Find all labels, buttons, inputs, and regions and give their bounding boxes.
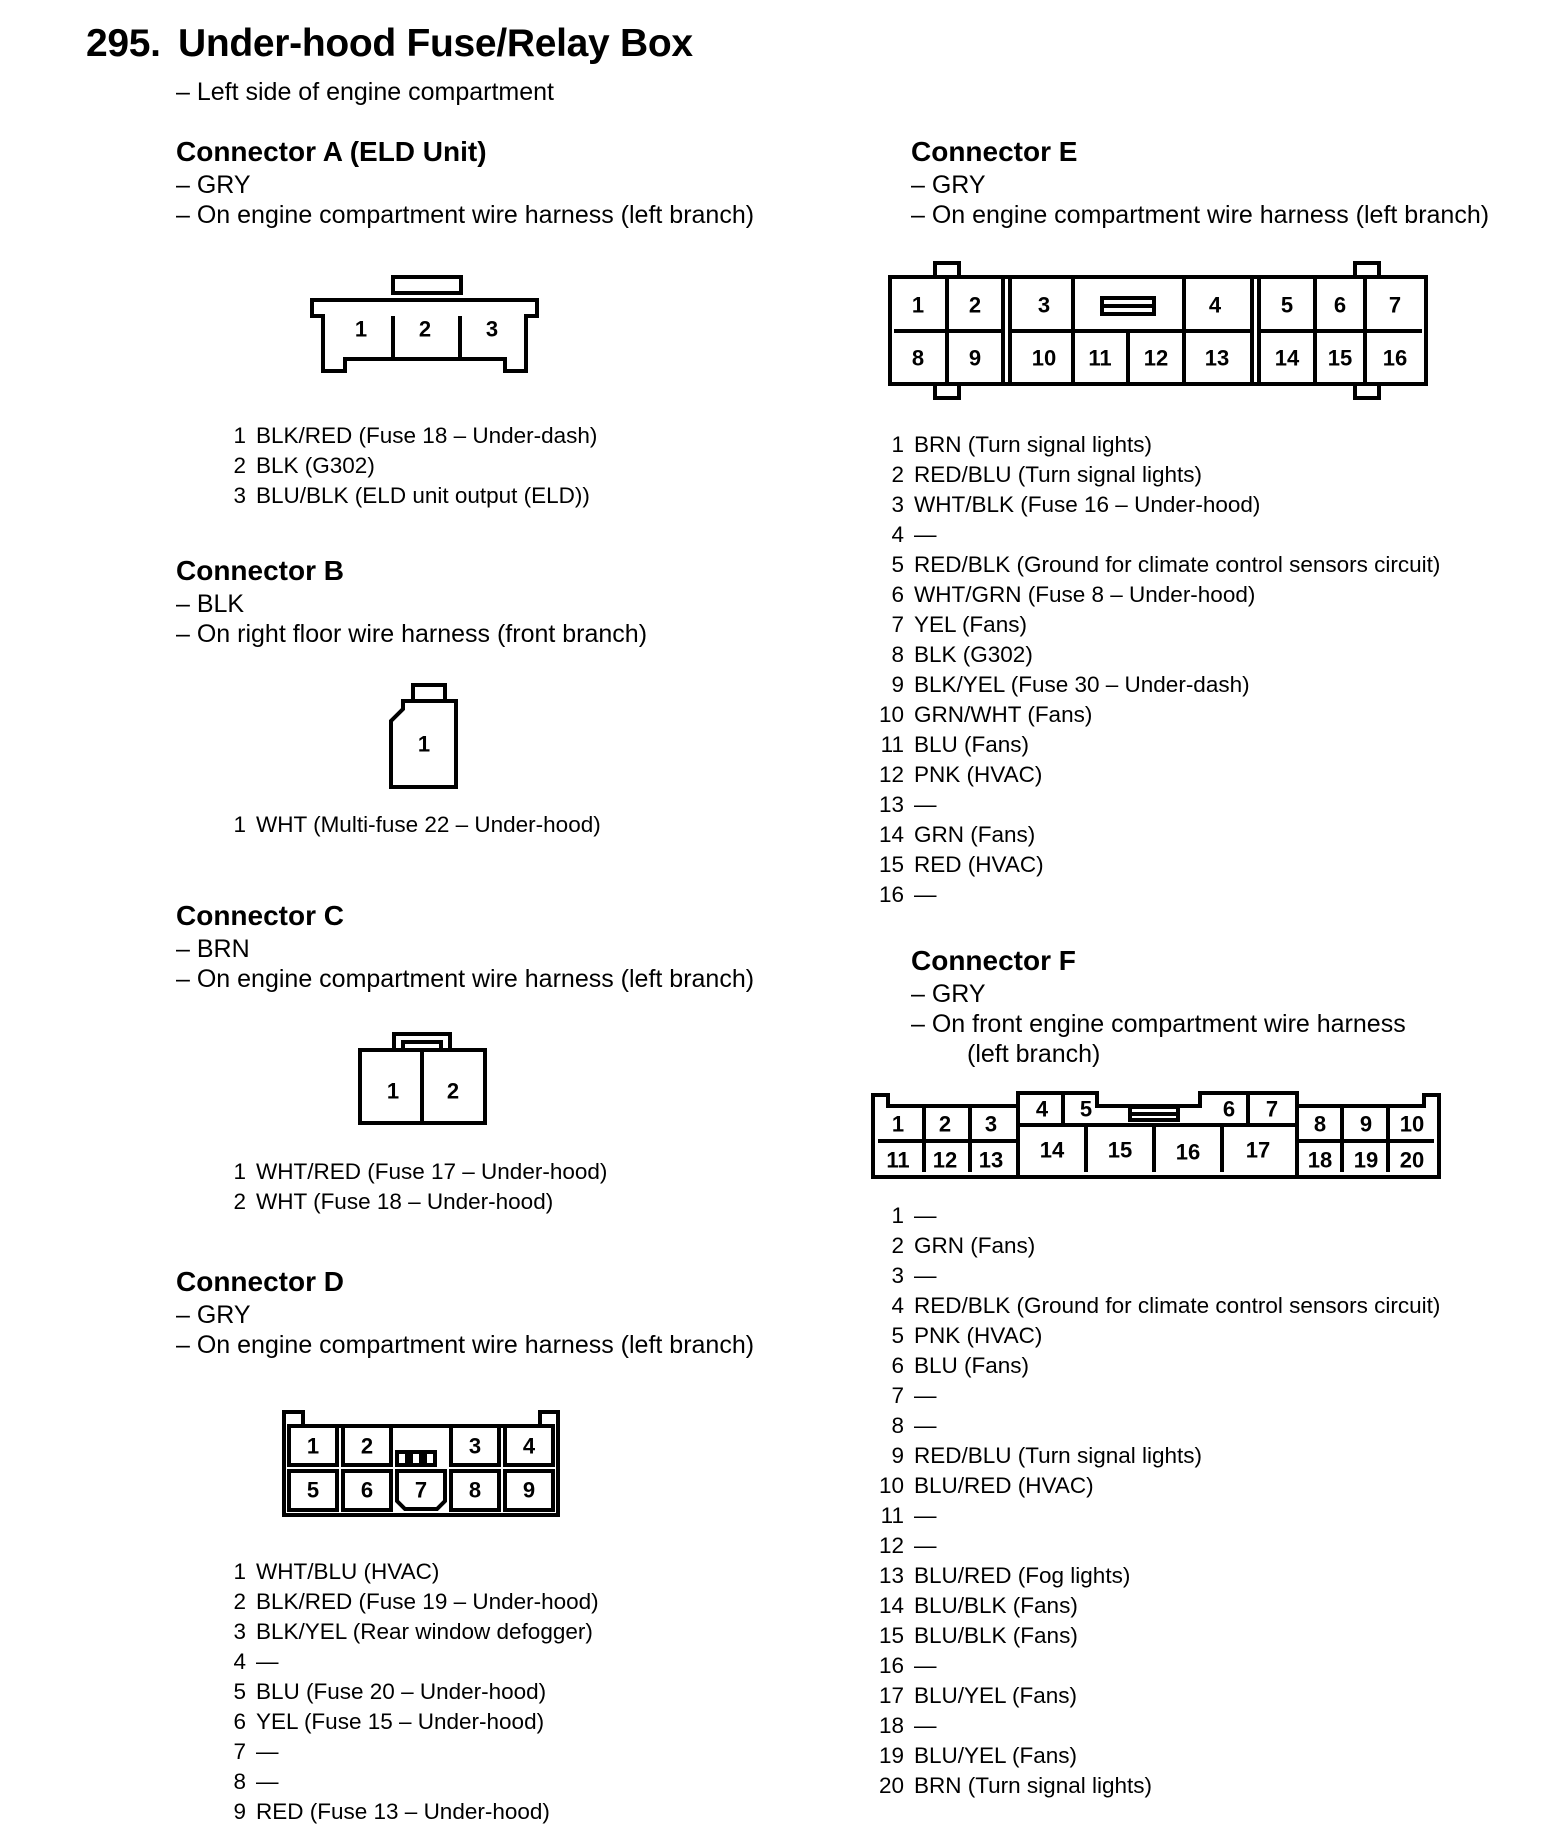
connector-e-pin-15-label: 15 [1327,345,1353,371]
connector-b-pin-1-label: 1 [417,731,431,757]
connector-f-pin-12-label: 12 [932,1147,958,1173]
list-item: 3 WHT/BLK (Fuse 16 – Under-hood) [891,492,1261,517]
connector-f-pin-9-label: 9 [1359,1111,1373,1137]
connector-d-pin-7-label: 7 [414,1477,428,1503]
connector-f-outline [873,1093,1439,1177]
connector-f-location: – On front engine compartment wire harness [911,1010,1406,1038]
list-item: 12 PNK (HVAC) [878,762,1043,787]
list-item: 2 WHT (Fuse 18 – Under-hood) [233,1189,554,1214]
connector-e-pin-6-label: 6 [1333,292,1347,318]
connector-c-outline [360,1050,485,1123]
list-item: 2 BLK (G302) [233,453,375,478]
connector-e-pin-3-label: 3 [1037,292,1051,318]
list-item: 4 RED/BLK (Ground for climate control sensors circuit) [891,1293,1441,1318]
connector-e-pin-5-label: 5 [1280,292,1294,318]
list-item: 7 YEL (Fans) [891,612,1027,637]
connector-f-color: – GRY [911,980,986,1008]
list-item: 16 — [878,882,937,907]
connector-c-pin-2-label: 2 [446,1078,460,1104]
connector-e-pin-12-label: 12 [1143,345,1169,371]
list-item: 14 BLU/BLK (Fans) [878,1593,1078,1618]
connector-e-pin-4-label: 4 [1208,292,1222,318]
list-item: 6 BLU (Fans) [891,1353,1030,1378]
connector-f-location-cont: (left branch) [967,1040,1101,1068]
list-item: 2 BLK/RED (Fuse 19 – Under-hood) [233,1589,599,1614]
list-item: 2 RED/BLU (Turn signal lights) [891,462,1203,487]
list-item: 12 — [878,1533,937,1558]
list-item: 5 RED/BLK (Ground for climate control sensors circuit) [891,552,1441,577]
list-item: 13 — [878,792,937,817]
connector-d-pin-1-label: 1 [306,1433,320,1459]
list-item: 1 WHT/RED (Fuse 17 – Under-hood) [233,1159,608,1184]
connector-d-pin-4-label: 4 [522,1433,536,1459]
connector-f-latch [1130,1107,1178,1120]
list-item: 7 — [891,1383,937,1408]
connector-e-pin-10-label: 10 [1031,345,1057,371]
connector-b-pin-list [226,810,601,840]
connector-b-header [176,553,647,649]
list-item: 11 BLU (Fans) [880,732,1030,757]
connector-f-pin-14-label: 14 [1039,1137,1065,1163]
page-number: 295. [86,22,161,65]
connector-f-pin-20-label: 20 [1399,1147,1425,1173]
connector-f-pin-15-label: 15 [1107,1137,1133,1163]
connector-c-location: – On engine compartment wire harness (left branch) [176,965,755,993]
connector-f-pin-16-label: 16 [1175,1139,1201,1165]
connector-f-pin-6-label: 6 [1222,1096,1236,1122]
connector-d-pin-list [226,1557,599,1827]
connector-e-pin-13-label: 13 [1204,345,1230,371]
connector-d-pin-2-label: 2 [360,1433,374,1459]
list-item: 15 BLU/BLK (Fans) [878,1623,1078,1648]
connector-b-latch [413,685,445,701]
connector-e-location: – On engine compartment wire harness (left branch) [911,201,1490,229]
connector-f-pin-7-label: 7 [1265,1096,1279,1122]
connector-e-pin-16-label: 16 [1382,345,1408,371]
list-item: 19 BLU/YEL (Fans) [878,1743,1077,1768]
list-item: 1 BRN (Turn signal lights) [891,432,1152,457]
connector-f-pin-8-label: 8 [1313,1111,1327,1137]
connector-a-location: – On engine compartment wire harness (left branch) [176,201,755,229]
list-item: 11 — [880,1503,937,1528]
connector-a-pin-3-label: 3 [485,316,499,342]
connector-d-pin-3-label: 3 [468,1433,482,1459]
connector-c-pin-1-label: 1 [386,1078,400,1104]
connector-c-header [176,898,754,994]
page-title-text: Under-hood Fuse/Relay Box [178,22,693,65]
list-item: 1 WHT (Multi-fuse 22 – Under-hood) [233,812,601,837]
connector-f-pin-list [872,1201,1440,1801]
list-item: 6 WHT/GRN (Fuse 8 – Under-hood) [891,582,1256,607]
list-item: 1 BLK/RED (Fuse 18 – Under-dash) [233,423,598,448]
connector-e-latch [1102,298,1154,314]
connector-e-pin-14-label: 14 [1274,345,1300,371]
connector-e-color: – GRY [911,171,986,199]
connector-f-pin-17-label: 17 [1245,1137,1271,1163]
connector-c-latch [394,1034,450,1050]
connector-b-color: – BLK [176,590,245,618]
connector-f-pin-4-label: 4 [1035,1096,1049,1122]
page-title [86,22,693,66]
connector-e-title: Connector E [911,136,1078,167]
list-item: 5 BLU (Fuse 20 – Under-hood) [233,1679,547,1704]
connector-d-location: – On engine compartment wire harness (left branch) [176,1331,755,1359]
list-item: 9 RED (Fuse 13 – Under-hood) [233,1799,550,1824]
connector-a-pin-list [226,421,597,511]
connector-b-location: – On right floor wire harness (front branch) [176,620,648,648]
connector-a-outline [312,300,537,371]
connector-a-pin-1-label: 1 [354,316,368,342]
list-item: 8 — [233,1769,279,1794]
connector-a-title: Connector A (ELD Unit) [176,136,487,167]
list-item: 10 GRN/WHT (Fans) [878,702,1093,727]
connector-e-pin-list [872,430,1440,910]
connector-a-pin-2-label: 2 [418,316,432,342]
list-item: 20 BRN (Turn signal lights) [878,1773,1152,1798]
list-item: 3 — [891,1263,937,1288]
list-item: 2 GRN (Fans) [891,1233,1036,1258]
list-item: 9 BLK/YEL (Fuse 30 – Under-dash) [891,672,1250,697]
connector-c-title: Connector C [176,900,344,931]
list-item: 4 — [233,1649,279,1674]
connector-f-pin-5-label: 5 [1079,1096,1093,1122]
list-item: 1 — [891,1203,937,1228]
connector-e-pin-11-label: 11 [1088,345,1112,371]
connector-e-pin-7-label: 7 [1388,292,1402,318]
list-item: 14 GRN (Fans) [878,822,1036,847]
connector-f-pin-3-label: 3 [984,1111,998,1137]
connector-c-color: – BRN [176,935,250,963]
connector-d-header [176,1264,754,1360]
connector-b-outline [391,701,456,787]
connector-a-header [176,134,754,230]
list-item: 18 — [878,1713,937,1738]
connector-f-header [911,943,1406,1069]
connector-e-header [911,134,1489,230]
connector-f-pin-19-label: 19 [1353,1147,1379,1173]
list-item: 9 RED/BLU (Turn signal lights) [891,1443,1203,1468]
list-item: 3 BLU/BLK (ELD unit output (ELD)) [233,483,590,508]
connector-f-pin-10-label: 10 [1399,1111,1425,1137]
list-item: 8 — [891,1413,937,1438]
connector-c-pin-list [226,1157,607,1217]
connector-a-latch [393,277,461,293]
list-item: 6 YEL (Fuse 15 – Under-hood) [233,1709,545,1734]
connector-d-pin-8-label: 8 [468,1477,482,1503]
connector-e-outline [890,277,1426,384]
connector-e-pin-1-label: 1 [911,292,925,318]
connector-e-pin-8-label: 8 [911,345,925,371]
connector-b-title: Connector B [176,555,344,586]
list-item: 4 — [891,522,937,547]
connector-e-pin-9-label: 9 [968,345,982,371]
connector-f-pin-2-label: 2 [938,1111,952,1137]
connector-d-pin-6-label: 6 [360,1477,374,1503]
list-item: 17 BLU/YEL (Fans) [878,1683,1077,1708]
connector-a-color: – GRY [176,171,251,199]
connector-d-pin-5-label: 5 [306,1477,320,1503]
list-item: 13 BLU/RED (Fog lights) [878,1563,1131,1588]
connector-d-title: Connector D [176,1266,344,1297]
list-item: 16 — [878,1653,937,1678]
list-item: 1 WHT/BLU (HVAC) [233,1559,440,1584]
list-item: 7 — [233,1739,279,1764]
list-item: 5 PNK (HVAC) [891,1323,1043,1348]
list-item: 10 BLU/RED (HVAC) [878,1473,1094,1498]
connector-e-pin-2-label: 2 [968,292,982,318]
connector-f-title: Connector F [911,945,1076,976]
connector-d-outline [284,1412,558,1515]
list-item: 3 BLK/YEL (Rear window defogger) [233,1619,593,1644]
list-item: 8 BLK (G302) [891,642,1033,667]
page-location: – Left side of engine compartment [176,78,555,106]
connector-f-pin-13-label: 13 [978,1147,1004,1173]
connector-d-color: – GRY [176,1301,251,1329]
connector-f-pin-11-label: 11 [886,1147,910,1173]
connector-f-pin-18-label: 18 [1307,1147,1333,1173]
list-item: 15 RED (HVAC) [878,852,1044,877]
connector-d-pin-9-label: 9 [522,1477,536,1503]
connector-f-pin-1-label: 1 [891,1111,905,1137]
